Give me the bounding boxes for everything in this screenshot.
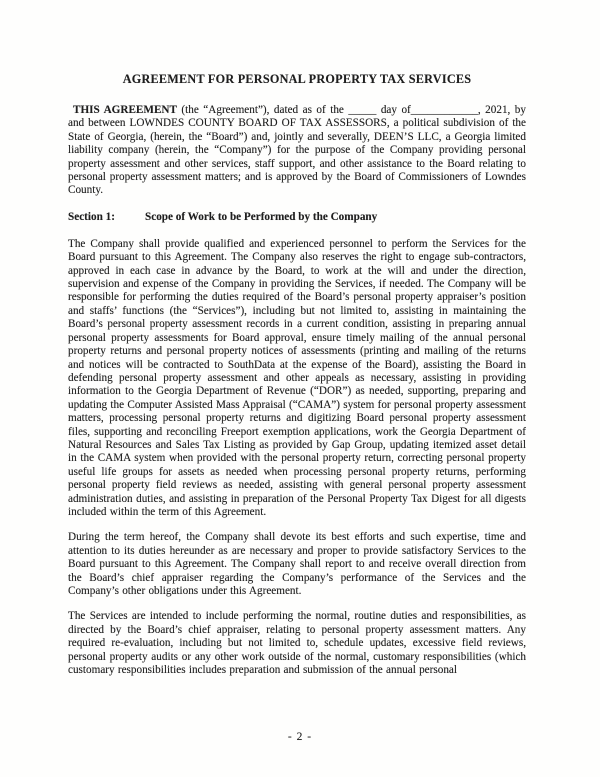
scope-of-work-paragraph: The Company shall provide qualified and experienced personnel to perform the Services for the Board pursuant to this Agreement. The Company also reserves the right to engage sub-contractors, approved in each case in advance by the Board, to work at the will and under the direction, supervision and expense of the Company in providing the Services, if needed. The Company will be responsible for performing the duties required of the Board’s personal property appraiser’s position and staffs’ functions (the “Services”), including but not limited to, assisting in maintaining the Board’s personal property assessment records in a current condition, assisting in preparing annual personal property assessments for Board approval, ensure timely mailing of the annual personal property returns and personal property notices of assessments (printing and mailing of the returns and notices will be contracted to SouthData at the expense of the Board), assisting the Board in defending personal property assessment and other appeals as necessary, assisting in providing information to the Georgia Department of Revenue (“DOR”) as needed, supporting, preparing and updating the Computer Assisted Mass Appraisal (“CAMA”) system for personal property assessment matters, processing personal property returns and digitizing Board personal property assessment files, supporting and reconciling Freeport exemption applications, work the Georgia Department of Natural Resources and Sales Tax Listing as provided by Gap Group, updating itemized asset detail in the CAMA system when provided with the personal property return, correcting personal property useful life groups for assets as needed when processing personal property returns, performing personal property field reviews as needed, assisting with general personal property assessment administration duties, and assisting in preparation of the Personal Property Tax Digest for all digests included within the term of this Agreement. — [68, 237, 526, 518]
intro-paragraph — [68, 104, 526, 198]
section-1-heading — [68, 210, 526, 224]
document-title: AGREEMENT FOR PERSONAL PROPERTY TAX SERVICES — [122, 72, 472, 86]
page-number: - 2 - — [287, 730, 313, 743]
intro-body-text: (the “Agreement”), dated as of the _____ day of____________, 2021, by and between LOWNDES COUNTY BOARD OF TAX ASSESSORS, a political subdivision of the State of Georgia, (herein, the “Board”) and, jointly and severally, DEEN’S LLC, a Georgia limited liability company (herein, the “Company”) for the purpose of the Company providing personal property assessment and other services, staff support, and other assistance to the Board relating to personal property assessment matters; and is approved by the Board of Commissioners of Lowndes County. — [68, 104, 526, 197]
intro-lead-text: THIS AGREEMENT — [73, 104, 177, 116]
section-label: Section 1: — [68, 210, 115, 223]
section-title: Scope of Work to be Performed by the Company — [145, 210, 378, 223]
best-efforts-paragraph: During the term hereof, the Company shall devote its best efforts and such expertise, time and attention to its duties hereunder as are necessary and proper to provide satisfactory Services to the Board pursuant to this Agreement. The Company shall report to and receive overall direction from the Board’s chief appraiser regarding the Company’s performance of the Services and the Company’s other obligations under this Agreement. — [68, 531, 526, 597]
services-scope-paragraph: The Services are intended to include performing the normal, routine duties and responsibilities, as directed by the Board’s chief appraiser, relating to personal property assessment matters. Any required re-evaluation, including but not limited to, schedule updates, excessive field reviews, personal property audits or any other work outside of the normal, customary responsibilities (which customary responsibilities includes preparation and submission of the annual personal — [68, 610, 526, 677]
